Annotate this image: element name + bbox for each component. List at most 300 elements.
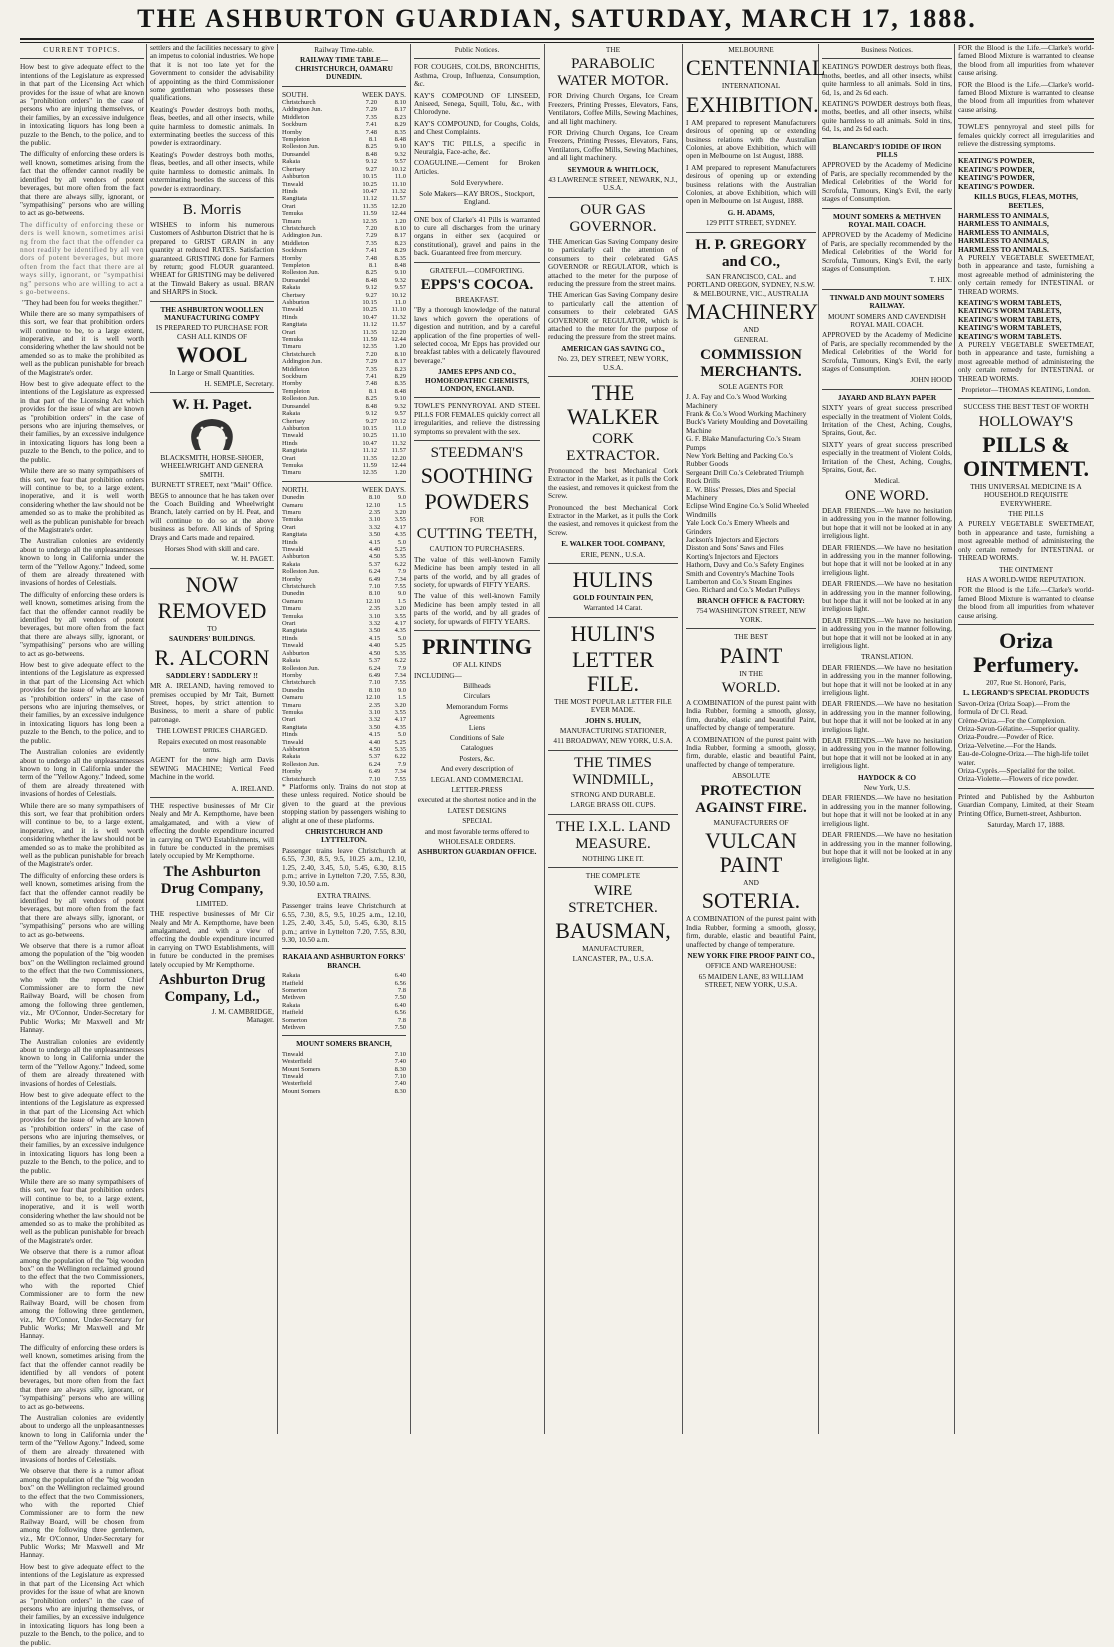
timetable-cell: 10.25 xyxy=(362,432,377,440)
manager-name: J. M. CAMBRIDGE, xyxy=(211,1007,274,1017)
paint-title: PAINT xyxy=(719,642,783,668)
rakaia-timetable xyxy=(282,1002,406,1032)
article-paragraph: How best to give adequate effect to the intentions of the Legislature as expressed in that part of the Licensing Act which provides for the issue of what are known as "prohibition orders" in the case of persons who are injuring themselves, or their families, by an excessive indulgence in intoxicating liquors has long been a puzzle to the Bench, to the police, and to the public. xyxy=(20,62,144,148)
timetable-cell: 8.10 xyxy=(368,494,381,502)
timetable-cell: 10.15 xyxy=(362,424,377,432)
timetable-cell: 11.12 xyxy=(362,195,377,203)
cork-title: CORK EXTRACTOR. xyxy=(566,430,660,464)
timetable-row xyxy=(282,425,406,432)
timetable-cell: 6.24 xyxy=(368,664,381,672)
brass-label: LARGE BRASS OIL CUPS. xyxy=(570,800,656,810)
wool-title: WOOL xyxy=(176,342,248,368)
gas-ad: THE American Gas Saving Company desire to particularly call the attention of consumers to their celebrated GAS GOVERNOR or REGULATOR, which is attached to the meter for the purpose of reducing the pressure from the street mains. xyxy=(548,290,678,342)
article-paragraph: How best to give adequate effect to the intentions of the Legislature as expressed in that part of the Licensing Act which provides for the issue of what are known as "prohibition orders" in the case of persons who are injuring themselves, or their families, by an excessive indulgence in intoxicating liquors has long been a puzzle to the Bench, to the police, and to the public. xyxy=(20,1089,144,1175)
timetable-cell: 7.29 xyxy=(365,358,377,366)
timetable-row xyxy=(282,598,406,605)
timetable-cell: 9.32 xyxy=(394,276,406,284)
article-paragraph: The difficulty of enforcing these orders is well known, sometimes arising from the fact that the offender cannot readily be identified by all vendors of potent beverages, but more often from the fact that there are always silly, ignorant, or "sympathising" persons who are willing to act as go-betweens. xyxy=(20,149,144,218)
centennial-title: CENTENNIAL xyxy=(686,55,826,81)
timetable-row xyxy=(282,143,406,150)
timetable-cell: 4.50 xyxy=(368,649,381,657)
timetable-row xyxy=(282,240,406,247)
timetable-cell: 3.10 xyxy=(368,516,381,524)
direction-label: SOUTH. xyxy=(282,89,309,99)
list-item: HARMLESS TO ANIMALS, xyxy=(958,219,1049,229)
timetable-cell: Templeton xyxy=(282,136,310,144)
alcorn-name: R. ALCORN xyxy=(154,644,270,670)
timetable-row xyxy=(282,1058,406,1065)
timetable-cell: Rakaia xyxy=(282,284,301,292)
timetable-cell: 12.20 xyxy=(391,454,406,462)
legal-label: LEGAL AND COMMERCIAL xyxy=(430,774,524,784)
timetable-cell: Hornby xyxy=(282,671,302,679)
timetable-cell: Christchurch xyxy=(282,775,316,783)
timetable-cell: Dunedin xyxy=(282,494,305,502)
timetable-cell: 3.10 xyxy=(368,612,381,620)
timetable-cell: 8.23 xyxy=(394,365,406,373)
timetable-cell: 7.41 xyxy=(365,373,377,381)
jayard-title: JAYARD AND BLAYN PAPER xyxy=(837,392,937,402)
timetable-cell: Addington Jun. xyxy=(282,106,323,114)
timetable-cell: 3.55 xyxy=(394,708,406,716)
timetable-cell: 10.47 xyxy=(362,313,377,321)
list-item: KEATING'S WORM TABLETS, xyxy=(958,306,1062,316)
windmill-title: THE TIMES WINDMILL, xyxy=(572,754,654,788)
column-railway xyxy=(282,44,406,1434)
paget-ad: BEGS to announce that he has taken over the Coach Building and Wheelwright Branch, lately carried on by H. Peat, and will continue to do so at the above business as before. All kinds of Spring Drays and Carts made and repaired. xyxy=(150,490,274,542)
timetable-row xyxy=(282,576,406,583)
timetable-row xyxy=(282,1051,406,1058)
timetable-row xyxy=(282,761,406,768)
timetable-cell: Chertsey xyxy=(282,165,306,173)
timetable-row xyxy=(282,1017,406,1024)
timetable-row xyxy=(282,158,406,165)
timetable-cell: Rolleston Jun. xyxy=(282,664,320,672)
timetable-cell: Timaru xyxy=(282,469,301,477)
timetable-cell: Christchurch xyxy=(282,350,316,358)
timetable-cell: Tinwald xyxy=(282,180,304,188)
kays-ad: KAY'S TIC PILLS, a specific in Neuralgia, Face-ache, &c. xyxy=(414,138,540,157)
timetable-row xyxy=(282,724,406,731)
timetable-cell: 12.20 xyxy=(391,202,406,210)
strong-label: STRONG AND DURABLE. xyxy=(570,789,656,799)
timetable-cell: 12.44 xyxy=(391,210,406,218)
steedman-title: STEEDMAN'S xyxy=(430,445,524,462)
timetable-row xyxy=(282,590,406,597)
timetable-row xyxy=(282,292,406,299)
manufacturers-label: MANUFACTURERS OF xyxy=(713,817,789,827)
executed-label: executed at the shortest notice and in the xyxy=(417,795,537,805)
timetable-cell: Methven xyxy=(282,1023,306,1031)
timetable-row xyxy=(282,1009,406,1016)
timetable-row xyxy=(282,1002,406,1009)
timetable-cell: Hinds xyxy=(282,439,298,447)
divider xyxy=(548,814,678,815)
timetable-cell: Dunsandel xyxy=(282,276,310,284)
list-item: Circulars xyxy=(463,691,491,701)
timetable-cell: Orari xyxy=(282,328,296,336)
manager-label: Manager. xyxy=(246,1015,274,1025)
divider xyxy=(282,1035,406,1036)
timetable-cell: Timaru xyxy=(282,701,301,709)
list-item: Savon-Oriza (Oriza Soap).—From the formula of Dr Cl. Read. xyxy=(958,698,1070,717)
list-item: KEATING'S POWDER, xyxy=(958,156,1035,166)
bausman-title: BAUSMAN, xyxy=(555,917,671,943)
timetable-cell: Rakaia xyxy=(282,753,301,761)
divider xyxy=(150,197,274,198)
timetable-row xyxy=(282,269,406,276)
timetable-row xyxy=(282,665,406,672)
timetable-cell: Rolleston Jun. xyxy=(282,143,320,151)
timetable-cell: Methven xyxy=(282,994,306,1002)
timetable-cell: 8.48 xyxy=(365,276,377,284)
timetable-row xyxy=(282,314,406,321)
timetable-cell: 11.35 xyxy=(362,454,377,462)
timetable-cell: 8.10 xyxy=(394,350,406,358)
list-item: Frank & Co.'s Wood Working Machinery xyxy=(686,408,807,418)
timetable-row xyxy=(282,166,406,173)
divider xyxy=(548,197,678,198)
woollen-heading: THE ASHBURTON WOOLLEN MANUFACTURING COMPY xyxy=(160,304,264,322)
timetable-row xyxy=(282,388,406,395)
machinery-title: MACHINERY xyxy=(686,298,819,324)
paint-ad: A COMBINATION of the purest paint with India Rubber, forming a smooth, glossy, firm, durable, elastic and beautiful Paint, unaffected by change of temperature. xyxy=(686,697,816,733)
timetable-row xyxy=(282,336,406,343)
list-item: Jackson's Injectors and Ejectors xyxy=(686,535,779,545)
timetable-cell: 10.15 xyxy=(362,173,377,181)
timetable-cell: 12.10 xyxy=(365,694,381,702)
timetable-cell: 11.35 xyxy=(362,328,377,336)
latest-label: LATEST DESIGNS xyxy=(447,805,507,815)
timetable-cell: Rolleston Jun. xyxy=(282,395,320,403)
list-item: Buck's Variety Moulding and Dovetailing Machine xyxy=(686,417,808,435)
timetable-cell: 1.20 xyxy=(394,469,406,477)
timetable-row xyxy=(282,410,406,417)
branch-heading: BRANCH OFFICE & FACTORY: xyxy=(697,595,805,605)
timetable-cell: 7.10 xyxy=(394,1073,406,1080)
teeth-title: CUTTING TEETH, xyxy=(416,526,538,543)
list-item: E. W. Bliss' Presses, Dies and Special Machinery xyxy=(686,484,796,502)
translation-heading: TRANSLATION. xyxy=(860,652,914,662)
timetable-cell: Ashburton xyxy=(282,553,310,561)
timetable-row xyxy=(282,455,406,462)
and-label: AND xyxy=(743,877,759,887)
timetable-cell: 2.35 xyxy=(368,508,381,516)
melbourne-label: MELBOURNE xyxy=(728,45,774,54)
timetable-cell: 8.29 xyxy=(394,121,406,129)
timetable-cell: 7.20 xyxy=(365,224,377,232)
timetable-cell: 9.27 xyxy=(365,165,377,173)
now-title: NOW xyxy=(185,571,239,597)
timetable-cell: 4.15 xyxy=(368,634,381,642)
timetable-cell: 7.9 xyxy=(397,760,406,768)
timetable-cell: 12.35 xyxy=(362,469,377,477)
inthe-label: IN THE xyxy=(739,668,763,678)
oneword-text: DEAR FRIENDS.—We have no hesitation in addressing you in the manner following, but hope that it will not be looked at in any irreligious light. xyxy=(822,830,952,865)
timetable-cell: Timaru xyxy=(282,605,301,613)
timetable-cell: 10.15 xyxy=(362,299,377,306)
lancaster-label: LANCASTER, PA., U.S.A. xyxy=(572,953,654,963)
article-paragraph: How best to give adequate effect to the intentions of the Legislature as expressed in that part of the Licensing Act which provides for the issue of what are known as "prohibition orders" in the case of persons who are injuring themselves, or their families, by an excessive indulgence in intoxicating liquors has long been a puzzle to the Bench, to the police, and to the public. xyxy=(20,1561,144,1647)
wire-title: WIRE STRETCHER. xyxy=(568,882,658,916)
divider xyxy=(414,630,540,631)
paget-sign: W. H. PAGET. xyxy=(231,554,274,564)
timetable-cell: 3.55 xyxy=(394,612,406,620)
commission-title: COMMISSION MERCHANTS. xyxy=(700,346,802,380)
timetable-cell: Oamaru xyxy=(282,597,303,605)
oneword-text: DEAR FRIENDS.—We have no hesitation in addressing you in the manner following, but hope that it will not be looked at in any irreligious light. xyxy=(822,793,952,828)
south-timetable xyxy=(282,351,406,477)
list-item: HARMLESS TO ANIMALS, xyxy=(958,210,1049,220)
walker-ad: Pronounced the best Mechanical Cork Extractor in the Market, as it pulls the Cork the easiest, and removes it quickest from the Screw. xyxy=(548,502,678,537)
timetable-cell: 3.32 xyxy=(368,620,381,628)
vulcan-title: VULCAN PAINT xyxy=(705,827,797,877)
timetable-row xyxy=(282,568,406,575)
keating-ad: Keating's Powder destroys both moths, fleas, beetles, and all other insects, while quite harmless to domestic animals. In exterminating beetles the success of this powder is extraordinary. xyxy=(150,149,274,193)
rakaia-timetable xyxy=(282,972,406,1002)
oneword-text: DEAR FRIENDS.—We have no hesitation in addressing you in the manner following, but hope that it will not be looked at in any irreligious light. xyxy=(822,736,952,771)
north-timetable xyxy=(282,494,406,590)
international-label: INTERNATIONAL xyxy=(721,81,781,91)
pills-ointment-title: PILLS & OINTMENT. xyxy=(962,431,1090,481)
lowest-prices: THE LOWEST PRICES CHARGED. xyxy=(156,726,268,736)
weekdays-label: WEEK DAYS. xyxy=(362,484,406,494)
timetable-cell: 12.20 xyxy=(391,328,406,336)
oriza-products xyxy=(958,700,1094,784)
alcorn-ad: MR A. IRELAND, having removed to premises occupied by Mr Tait, Burnett Street, hopes, by strict attention to Business, to merit a share of public patronage. xyxy=(150,681,274,724)
timetable-cell: 4.17 xyxy=(394,716,406,724)
article-paragraph: While there are so many sympathisers of this sort, we fear that prohibition orders will continue to be, to a large extent, inoperative, and it is well worth considering whether the law should not be amended so as to make the prohibited as well as the publican punishable for breach of the Magistrate's order. xyxy=(20,800,144,869)
column-current-topics xyxy=(20,44,144,1647)
timetable-row xyxy=(282,232,406,239)
haydock-name: HAYDOCK & CO xyxy=(857,772,917,782)
paget-shod: Horses Shod with skill and care. xyxy=(164,544,260,554)
timetable-cell: Hornby xyxy=(282,575,302,583)
holloway-text: FOR the Blood is the Life.—Clarke's world-famed Blood Mixture is warranted to cleanse the blood from all impurities from whatever cause arising. xyxy=(958,585,1094,620)
timetable-cell: 7.48 xyxy=(365,380,377,388)
timetable-cell: 7.20 xyxy=(365,99,377,107)
timetable-cell: Dunedin xyxy=(282,686,305,694)
divider xyxy=(958,788,1094,789)
column-rule xyxy=(277,44,278,1434)
timetable-row xyxy=(282,462,406,469)
list-item: Billheads xyxy=(463,680,491,690)
article-paragraph: While there are so many sympathisers of this sort, we fear that prohibition orders will continue to be, to a large extent, inoperative, and it is well worth considering whether the law should not be amended so as to make the prohibited as well as the publican punishable for breach of the Magistrate's order. xyxy=(20,1177,144,1245)
divider xyxy=(414,58,540,59)
timetable-row xyxy=(282,1080,406,1087)
timetable-row xyxy=(282,561,406,568)
gas-ad: THE American Gas Saving Company desire to particularly call the attention of consumers to their celebrated GAS GOVERNOR or REGULATOR, which is attached to the meter for the purpose of reducing the pressure from the street mains. xyxy=(548,236,678,288)
keating-ad: KEATING'S POWDER destroys both fleas, moths, beetles, and all other insects, whilst quite harmless to all animals. Sold in tins, 6d, 1s, and 2s 6d each. xyxy=(822,62,952,97)
timetable-cell: 8.48 xyxy=(394,261,406,269)
wholesale-label: WHOLESALE ORDERS. xyxy=(438,837,516,846)
timetable-cell: 9.0 xyxy=(397,494,406,502)
column-rule xyxy=(682,44,683,1434)
divider xyxy=(822,58,952,59)
timetable-cell: 7.10 xyxy=(368,679,381,687)
timetable-cell: Rakaia xyxy=(282,158,301,166)
timetable-row xyxy=(282,380,406,387)
timetable-cell: 12.35 xyxy=(362,343,377,351)
timetable-notes: * Platforms only. Trains do not stop at these unless required. Notice should be given to the guard at the previous stopping station by passengers wishing to alight at one of these platforms. xyxy=(282,782,406,825)
timetable-cell: Timaru xyxy=(282,343,301,351)
timetable-cell: 10.12 xyxy=(391,417,406,425)
timetable-cell: 5.35 xyxy=(394,649,406,657)
timetable-cell: Rakaia xyxy=(282,972,301,980)
timetable-cell: 4.35 xyxy=(394,627,406,635)
timetable-cell: Rangitata xyxy=(282,531,307,539)
timetable-cell: 12.44 xyxy=(391,336,406,344)
timetable-cell: 6.56 xyxy=(394,1009,406,1017)
timetable-row xyxy=(282,277,406,284)
blood-ad: FOR the Blood is the Life.—Clarke's world-famed Blood Mixture is warranted to cleanse the blood from all impurities from whatever cause arising. xyxy=(958,43,1094,78)
makers-label: Sole Makers—KAY BROS., Stockport, England. xyxy=(419,188,535,207)
timetable-cell: 10.25 xyxy=(362,180,377,188)
timetable-cell: 7.35 xyxy=(365,365,377,373)
gregory-title: H. P. GREGORY and CO., xyxy=(695,236,807,270)
timetable-cell: Christchurch xyxy=(282,99,316,107)
timetable-cell: 11.12 xyxy=(362,321,377,329)
column-public-notices xyxy=(414,44,540,1434)
timetable-cell: Hornby xyxy=(282,768,302,776)
list-item: Oriza-Velvetine.—For the Hands. xyxy=(958,740,1057,750)
timetable-cell: 9.57 xyxy=(394,158,406,166)
timetable-cell: 7.55 xyxy=(394,583,406,591)
breakfast-label: BREAKFAST. xyxy=(455,294,499,304)
timetable-cell: 8.17 xyxy=(394,358,406,366)
article-paragraph: How best to give adequate effect to the intentions of the Legislature as expressed in that part of the Licensing Act which provides for the issue of what are known as "prohibition orders" in the case of persons who are injuring themselves, or their families, by an excessive indulgence in intoxicating liquors has long been a puzzle to the Bench, to the police, and to the public. xyxy=(20,379,144,464)
repairs-note: Repairs executed on most reasonable terms. xyxy=(157,736,267,754)
timetable-cell: 8.30 xyxy=(394,1065,406,1073)
timetable-cell: 6.56 xyxy=(394,979,406,987)
timetable-cell: Hornby xyxy=(282,380,302,388)
divider xyxy=(548,563,678,564)
list-item: KEATING'S POWDER. xyxy=(958,181,1035,191)
list-item: Agreements xyxy=(459,712,495,722)
timetable-cell: 7.8 xyxy=(397,1016,406,1024)
divider xyxy=(414,211,540,212)
timetable-cell: 11.12 xyxy=(362,447,377,455)
timetable-row xyxy=(282,709,406,716)
keating-ad: Keating's Powder destroys both moths, fleas, beetles, and all other insects, while quite harmless to domestic animals. In exterminating beetles the success of this powder is extraordinary. xyxy=(150,104,274,148)
timetable-cell: 5.0 xyxy=(397,634,406,642)
timetable-cell: 6.22 xyxy=(394,753,406,761)
timetable-cell: 9.27 xyxy=(365,417,377,425)
list-item: Conditions of Sale xyxy=(449,732,505,742)
timetable-cell: 7.29 xyxy=(365,106,377,114)
timetable-cell: Ashburton xyxy=(282,745,310,753)
timetable-cell: 11.32 xyxy=(391,313,406,321)
hulins-title: HULINS xyxy=(572,567,654,593)
letter-file-title: LETTER FILE. xyxy=(572,646,654,696)
north-timetable xyxy=(282,590,406,686)
for-label: FOR xyxy=(469,515,485,525)
masthead: THE ASHBURTON GUARDIAN, SATURDAY, MARCH 17, 1888. xyxy=(137,4,977,33)
hulin-trade: MANUFACTURING STATIONER, xyxy=(559,726,667,736)
holloway-text: A PURELY VEGETABLE SWEETMEAT, both in appearance and taste, furnishing a most agreeable method of administering the only certain remedy for INTESTINAL or THREAD WORMS. xyxy=(958,519,1094,563)
sold-label: Sold Everywhere. xyxy=(450,178,504,188)
timetable-cell: 7.35 xyxy=(365,239,377,247)
timetable-row xyxy=(282,672,406,679)
timetable-row xyxy=(282,620,406,627)
timetable-cell: 8.29 xyxy=(394,247,406,255)
oneword-text: DEAR FRIENDS.—We have no hesitation in addressing you in the manner following, but hope that it will not be looked at in any irreligious light. xyxy=(822,542,952,577)
walker-address: ERIE, PENN., U.S.A. xyxy=(580,549,646,559)
timetable-cell: 4.40 xyxy=(368,546,381,553)
list-item: Oriza-Violette.—Flowers of rice powder. xyxy=(958,774,1079,784)
worldwide-label: HAS A WORLD-WIDE REPUTATION. xyxy=(966,574,1086,584)
and-label: AND xyxy=(743,324,759,334)
medical-heading: Medical. xyxy=(874,476,900,486)
timetable-cell: 1.5 xyxy=(397,694,406,702)
timetable-cell: 9.10 xyxy=(394,395,406,403)
column-keating-holloway xyxy=(958,44,1094,1434)
timetable-cell: 9.12 xyxy=(365,158,377,166)
article-paragraph: The Australian colonies are evidently about to undergo all the unpleasantnesses known to long in California under the term of the "Yellow Agony." Indeed, some of them are already threatened with invasions of hordes of Celestials. xyxy=(20,1412,144,1464)
towle-ad: TOWLE'S PENNYROYAL AND STEEL PILLS FOR FEMALES quickly correct all irregularities, and relieve the distressing symptoms so prevalent with the sex. xyxy=(414,401,540,436)
column-rule xyxy=(954,44,955,1434)
list-item: Oriza-Poudre.—Powder of Rice. xyxy=(958,732,1054,742)
timetable-cell: 5.37 xyxy=(368,560,381,568)
timetable-header xyxy=(282,91,406,99)
manufacturer-label: MANUFACTURER, xyxy=(582,943,644,953)
timetable-cell: 9.27 xyxy=(365,291,377,299)
timetable-cell: Christchurch xyxy=(282,583,316,591)
list-item: HARMLESS TO ANIMALS. xyxy=(958,244,1049,254)
timetable-cell: Hornby xyxy=(282,128,302,136)
blancard-ad: APPROVED by the Academy of Medicine of Paris, are specially recommended by the Medical Celebrities of the World for Scrofula, Tumours, King's Evil, the early stages of Consumption. xyxy=(822,160,952,204)
divider xyxy=(548,376,678,377)
timetable-cell: Templeton xyxy=(282,387,310,395)
divider xyxy=(414,440,540,441)
timetable-cell: 7.50 xyxy=(394,1023,406,1031)
divider xyxy=(548,867,678,868)
timetable-cell: 8.23 xyxy=(394,113,406,121)
walker-title: THE WALKER xyxy=(567,379,659,429)
timetable-cell: 7.34 xyxy=(394,768,406,776)
article-paragraph: While there are so many sympathisers of this sort, we fear that prohibition orders will continue to be, to a large extent, inoperative, and it is well worth considering whether the law should not be amended so as to make the prohibited as well as the publican punishable for breach of the Magistrate's order. xyxy=(20,466,144,534)
timetable-cell: Orari xyxy=(282,620,296,628)
branch-address: 754 WASHINGTON STREET, NEW YORK. xyxy=(696,606,806,624)
kills-label: KILLS BUGS, FLEAS, MOTHS, BEETLES, xyxy=(974,192,1078,210)
protection-title: PROTECTION AGAINST FIRE. xyxy=(695,782,807,816)
article-paragraph: The Australian colonies are evidently about to undergo all the unpleasantnesses known to long in California under the term of the "Yellow Agony." Indeed, some of them are already threatened with invasions of hordes of Celestials. xyxy=(20,747,144,799)
the-label: THE xyxy=(605,45,621,54)
timetable-cell: 12.35 xyxy=(362,217,377,225)
divider xyxy=(548,750,678,751)
column-rule xyxy=(818,44,819,1434)
extra-heading: EXTRA TRAINS. xyxy=(317,890,371,900)
divider xyxy=(150,568,274,569)
gas-title: OUR GAS GOVERNOR. xyxy=(569,201,657,235)
every-label: And every description of xyxy=(440,764,514,774)
article-paragraph: The Australian colonies are evidently about to undergo all the unpleasantnesses known to long in California under the term of the "Yellow Agony." Indeed, some of them are already threatened with invasions of hordes of Celestials. xyxy=(20,1036,144,1088)
timetable-cell: Dunsandel xyxy=(282,402,310,410)
list-item: Posters, &c. xyxy=(459,753,495,763)
soteria-title: SOTERIA. xyxy=(701,888,801,914)
timetable-cell: 3.20 xyxy=(394,508,406,516)
timetable-cell: Hatfield xyxy=(282,979,304,987)
timetable-cell: 6.49 xyxy=(368,575,381,583)
timetable-row xyxy=(282,447,406,454)
timetable-row xyxy=(282,502,406,509)
timetable-cell: 4.50 xyxy=(368,745,381,753)
timetable-row xyxy=(282,987,406,994)
gas-address: No. 23, DEY STREET, NEW YORK, U.S.A. xyxy=(557,354,669,372)
list-item: KEATING'S WORM TABLETS, xyxy=(958,323,1062,333)
timetable-cell: 8.1 xyxy=(368,136,377,144)
blood-ad: FOR the Blood is the Life.—Clarke's world-famed Blood Mixture is warranted to cleanse the blood from all impurities from whatever cause arising. xyxy=(958,79,1094,114)
